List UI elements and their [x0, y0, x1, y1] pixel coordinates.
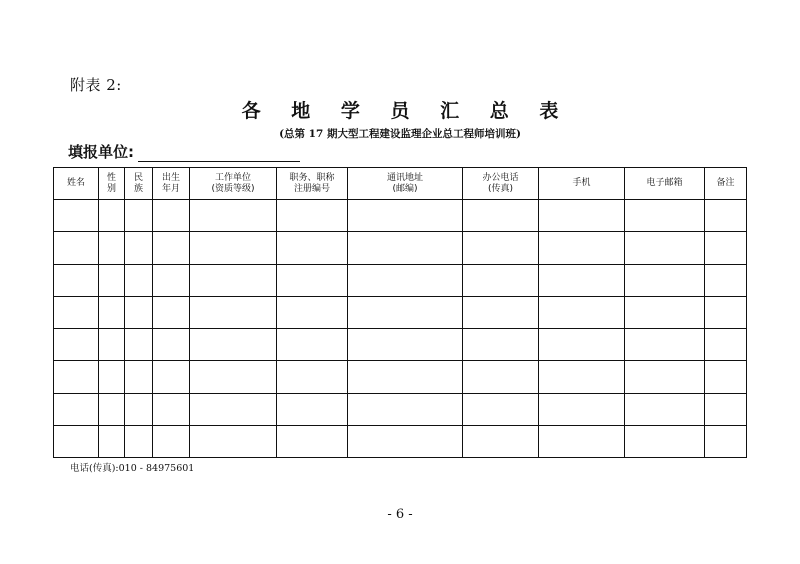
table-cell-position[interactable]	[277, 393, 348, 425]
page-subtitle: (总第 17 期大型工程建设监理企业总工程师培训班)	[279, 128, 521, 140]
table-cell-mobile[interactable]	[539, 361, 625, 393]
column-header-mobile	[539, 168, 625, 200]
column-header-line2: (资质等级)	[211, 183, 255, 194]
table-cell-email[interactable]	[625, 393, 705, 425]
table-cell-gender[interactable]	[99, 361, 125, 393]
table-cell-remarks[interactable]	[705, 200, 747, 232]
table-cell-email[interactable]	[625, 264, 705, 296]
table-cell-name[interactable]	[54, 329, 99, 361]
table-cell-ethnicity[interactable]	[125, 232, 153, 264]
table-body	[54, 200, 747, 458]
column-header-address	[348, 168, 463, 200]
table-cell-name[interactable]	[54, 232, 99, 264]
table-cell-name[interactable]	[54, 361, 99, 393]
column-header-line1: 民	[133, 172, 143, 183]
column-header-line1: 姓名	[66, 178, 85, 188]
table-cell-mobile[interactable]	[539, 264, 625, 296]
table-cell-office_phone[interactable]	[463, 296, 539, 328]
table-cell-ethnicity[interactable]	[125, 200, 153, 232]
table-cell-office_phone[interactable]	[463, 200, 539, 232]
table-cell-position[interactable]	[277, 264, 348, 296]
table-cell-email[interactable]	[625, 200, 705, 232]
column-header-line2: 年月	[161, 183, 180, 194]
table-cell-birth[interactable]	[153, 296, 190, 328]
table-cell-mobile[interactable]	[539, 393, 625, 425]
table-cell-position[interactable]	[277, 200, 348, 232]
table-row	[54, 361, 747, 393]
table-cell-address[interactable]	[348, 200, 463, 232]
table-header-row	[54, 168, 747, 200]
table-cell-birth[interactable]	[153, 200, 190, 232]
table-cell-birth[interactable]	[153, 393, 190, 425]
table-cell-office_phone[interactable]	[463, 329, 539, 361]
table-cell-work_unit[interactable]	[190, 393, 277, 425]
column-header-line1: 出生	[161, 172, 180, 183]
column-header-name	[54, 168, 99, 200]
table-cell-gender[interactable]	[99, 232, 125, 264]
table-cell-position[interactable]	[277, 329, 348, 361]
column-header-position	[277, 168, 348, 200]
table-cell-gender[interactable]	[99, 200, 125, 232]
table-cell-remarks[interactable]	[705, 393, 747, 425]
table-cell-position[interactable]	[277, 296, 348, 328]
table-cell-mobile[interactable]	[539, 296, 625, 328]
table-row	[54, 329, 747, 361]
column-header-ethnicity	[125, 168, 153, 200]
table-cell-work_unit[interactable]	[190, 329, 277, 361]
column-header-office_phone	[463, 168, 539, 200]
table-cell-ethnicity[interactable]	[125, 264, 153, 296]
column-header-line2: (邮编)	[392, 183, 418, 194]
table-cell-office_phone[interactable]	[463, 426, 539, 458]
table-cell-position[interactable]	[277, 426, 348, 458]
table-cell-birth[interactable]	[153, 329, 190, 361]
table-cell-email[interactable]	[625, 361, 705, 393]
column-header-line1: 办公电话	[482, 172, 519, 183]
table-cell-remarks[interactable]	[705, 426, 747, 458]
table-cell-office_phone[interactable]	[463, 264, 539, 296]
column-header-line1: 性	[106, 172, 116, 183]
table-cell-name[interactable]	[54, 426, 99, 458]
table-cell-ethnicity[interactable]	[125, 393, 153, 425]
table-cell-ethnicity[interactable]	[125, 426, 153, 458]
table-cell-email[interactable]	[625, 426, 705, 458]
reporting-unit-row	[68, 141, 300, 162]
table-cell-gender[interactable]	[99, 264, 125, 296]
table-cell-work_unit[interactable]	[190, 296, 277, 328]
table-cell-birth[interactable]	[153, 426, 190, 458]
table-cell-email[interactable]	[625, 232, 705, 264]
table-row	[54, 296, 747, 328]
table-cell-work_unit[interactable]	[190, 264, 277, 296]
column-header-line1: 职务、职称	[289, 172, 335, 183]
table-cell-work_unit[interactable]	[190, 200, 277, 232]
table-cell-name[interactable]	[54, 296, 99, 328]
reporting-unit-label: 填报单位:	[68, 143, 134, 161]
column-header-birth	[153, 168, 190, 200]
table-cell-address[interactable]	[348, 264, 463, 296]
footer-phone: 电话(传真):010 - 84975601	[70, 463, 195, 474]
table-cell-gender[interactable]	[99, 393, 125, 425]
table-cell-name[interactable]	[54, 200, 99, 232]
column-header-line1: 通讯地址	[386, 172, 423, 183]
table-cell-office_phone[interactable]	[463, 393, 539, 425]
table-cell-birth[interactable]	[153, 264, 190, 296]
table-cell-work_unit[interactable]	[190, 361, 277, 393]
table-cell-remarks[interactable]	[705, 329, 747, 361]
table-cell-position[interactable]	[277, 232, 348, 264]
table-row	[54, 232, 747, 264]
table-cell-work_unit[interactable]	[190, 426, 277, 458]
column-header-line1: 手机	[572, 178, 591, 188]
table-cell-remarks[interactable]	[705, 296, 747, 328]
table-row	[54, 200, 747, 232]
table-cell-office_phone[interactable]	[463, 361, 539, 393]
table-cell-address[interactable]	[348, 361, 463, 393]
table-cell-ethnicity[interactable]	[125, 329, 153, 361]
table-cell-email[interactable]	[625, 296, 705, 328]
table-row	[54, 264, 747, 296]
column-header-line2: 别	[106, 183, 116, 194]
column-header-line2: 族	[133, 183, 143, 194]
page-title: 各 地 学 员 汇 总 表	[241, 100, 571, 122]
table-cell-birth[interactable]	[153, 232, 190, 264]
table-cell-remarks[interactable]	[705, 264, 747, 296]
table-cell-mobile[interactable]	[539, 426, 625, 458]
page-number: - 6 -	[387, 507, 413, 522]
table-cell-mobile[interactable]	[539, 232, 625, 264]
table-row	[54, 426, 747, 458]
table-cell-mobile[interactable]	[539, 200, 625, 232]
table-cell-address[interactable]	[348, 232, 463, 264]
table-cell-remarks[interactable]	[705, 361, 747, 393]
table-cell-gender[interactable]	[99, 426, 125, 458]
column-header-remarks	[705, 168, 747, 200]
table-cell-address[interactable]	[348, 393, 463, 425]
table-cell-address[interactable]	[348, 329, 463, 361]
table-row	[54, 393, 747, 425]
reporting-unit-field[interactable]	[138, 145, 300, 162]
table-cell-address[interactable]	[348, 426, 463, 458]
table-cell-name[interactable]	[54, 393, 99, 425]
appendix-label: 附表 2:	[70, 76, 122, 94]
column-header-line1: 电子邮箱	[646, 178, 683, 188]
table-cell-gender[interactable]	[99, 329, 125, 361]
student-summary-table	[53, 167, 747, 458]
column-header-work_unit	[190, 168, 277, 200]
table-cell-ethnicity[interactable]	[125, 361, 153, 393]
table-cell-email[interactable]	[625, 329, 705, 361]
table-cell-name[interactable]	[54, 264, 99, 296]
column-header-gender	[99, 168, 125, 200]
table-cell-mobile[interactable]	[539, 329, 625, 361]
table-cell-gender[interactable]	[99, 296, 125, 328]
table-cell-remarks[interactable]	[705, 232, 747, 264]
column-header-line2: (传真)	[487, 183, 514, 194]
table-cell-position[interactable]	[277, 361, 348, 393]
table-cell-address[interactable]	[348, 296, 463, 328]
column-header-line2: 注册编号	[293, 183, 330, 194]
table-cell-work_unit[interactable]	[190, 232, 277, 264]
table-cell-ethnicity[interactable]	[125, 296, 153, 328]
table-cell-birth[interactable]	[153, 361, 190, 393]
column-header-email	[625, 168, 705, 200]
column-header-line1: 工作单位	[214, 172, 251, 183]
table-cell-office_phone[interactable]	[463, 232, 539, 264]
column-header-line1: 备注	[716, 178, 735, 188]
